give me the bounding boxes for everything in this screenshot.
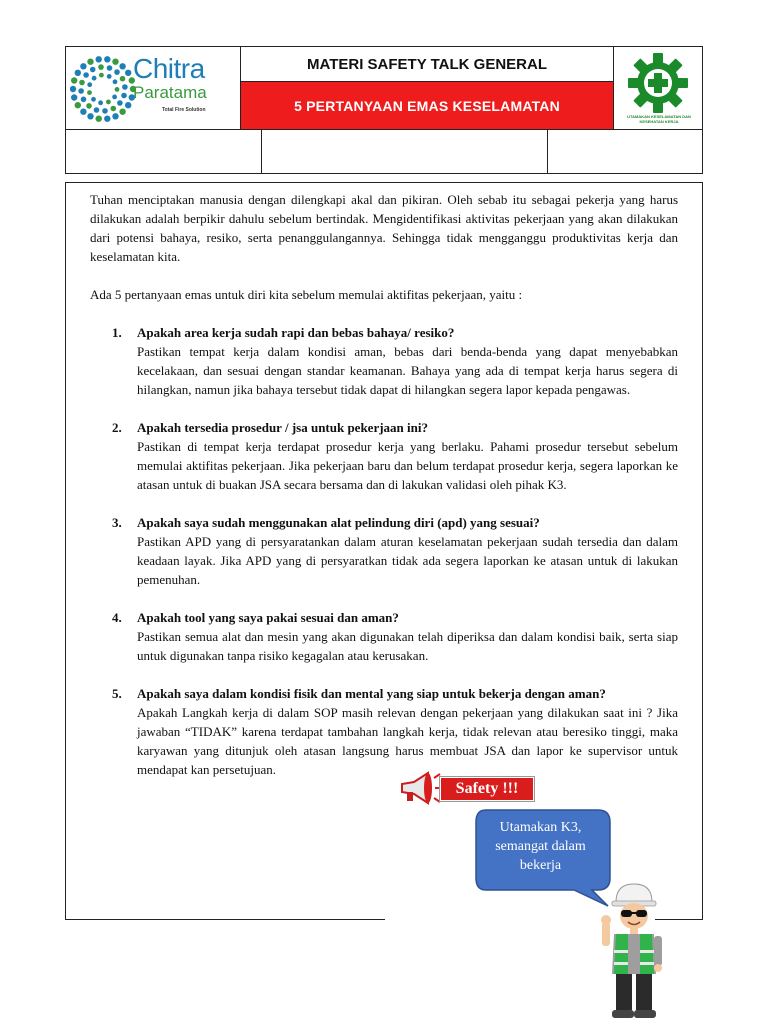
logo-dot <box>114 69 120 75</box>
logo-dot <box>102 108 108 114</box>
item-question: Apakah saya sudah menggunakan alat pelindung diri (apd) yang sesuai? <box>137 515 540 530</box>
logo-dot <box>107 74 112 79</box>
item-number: 5. <box>112 686 122 701</box>
item-answer: Pastikan di tempat kerja terdapat prosedur kerja yang berlaku. Pahami prosedur tersebut sebelum memulai aktifitas pekerjaan. Jika pekerjaan baru dan belum terdapat prosedur kerja, segera laporkan ke atasan untuk di buakan JSA secara bersama dan di lakukan validasi oleh pihak K3. <box>137 439 678 492</box>
logo-dot <box>122 84 128 90</box>
logo-dot <box>87 82 92 87</box>
logo-cell <box>66 47 241 129</box>
logo-dot <box>111 106 117 112</box>
logo-dot <box>98 64 104 70</box>
header-empty-cell-3 <box>548 129 702 173</box>
logo-dot <box>80 109 86 115</box>
item-number: 1. <box>112 325 122 340</box>
logo-dot <box>112 95 117 100</box>
list-item <box>90 418 678 494</box>
bubble-line-3: bekerja <box>519 858 562 873</box>
logo-dot <box>87 90 92 95</box>
list-item <box>90 684 678 779</box>
logo-name-line1: Chitra <box>133 53 205 84</box>
logo-dot <box>115 87 120 92</box>
item-answer: Pastikan APD yang di persyaratankan dalam aturan keselamatan pekerjaan sudah tersedia dan dalam keadaan layak. Jika APD yang di persyaratkan tidak ada segera laporkan ke atasan untuk di lakukan pemenuhan. <box>137 534 678 587</box>
logo-dot <box>120 76 126 82</box>
header-empty-cell-1 <box>66 129 262 173</box>
logo-dot <box>113 79 118 84</box>
k3-caption: UTAMAKAN KESELAMATAN DAN KESEHATAN KERJA <box>627 114 691 124</box>
logo-dot <box>83 72 89 78</box>
logo-dot <box>99 73 104 78</box>
logo-dot <box>70 86 76 92</box>
k3-logo-cell <box>613 47 702 129</box>
document-title: MATERI SAFETY TALK GENERAL <box>241 47 613 82</box>
logo-dot <box>79 80 85 86</box>
logo-dot <box>104 116 110 122</box>
logo-dot <box>87 113 93 119</box>
logo-dot <box>80 63 86 69</box>
logo-dot <box>106 100 111 105</box>
worker-illustration-icon <box>598 878 668 1022</box>
document-subtitle: 5 PERTANYAAN EMAS KESELAMATAN <box>241 82 613 129</box>
megaphone-icon <box>398 770 442 806</box>
bubble-text <box>478 818 603 875</box>
logo-dot <box>91 97 96 102</box>
content-text <box>90 190 678 798</box>
logo-dot <box>94 107 100 113</box>
safety-badge: Safety !!! <box>440 777 534 801</box>
logo-dot <box>125 70 131 76</box>
logo-dot <box>107 65 113 71</box>
item-number: 2. <box>112 420 122 435</box>
list-item <box>90 323 678 399</box>
logo-dot <box>96 56 102 62</box>
logo-tagline: Total Fire Solution <box>162 107 206 113</box>
logo-name-line2: Paratama <box>133 83 207 102</box>
logo-dot <box>117 100 123 106</box>
item-number: 3. <box>112 515 122 530</box>
document-header <box>65 46 703 174</box>
logo-dot <box>119 63 125 69</box>
chitra-logo-icon <box>70 53 136 125</box>
logo-dot <box>90 67 96 73</box>
logo-dot <box>92 76 97 81</box>
golden-questions-list <box>90 323 678 779</box>
logo-dot <box>121 93 127 99</box>
item-question: Apakah area kerja sudah rapi dan bebas bahaya/ resiko? <box>137 325 455 340</box>
item-answer: Apakah Langkah kerja di dalam SOP masih relevan dengan pekerjaan yang dilakukan saat ini ? Jika jawaban “TIDAK” karena terdapat tambahan langkah kerja, tidak relevan atau beresiko tinggi, maka karyawan yang ditunjuk oleh atasan langsung harus membuat JSA dan lapor ke supervisor untuk mendapat kan persetujuan. <box>137 705 678 777</box>
intro-paragraph: Tuhan menciptakan manusia dengan dilengkapi akal dan pikiran. Oleh sebab itu sebagai pekerja yang harus dilakukan adalah berpikir dahulu sebelum bertindak. Mengidentifikasi aktivitas pekerjaan yang akan dilakukan dari potensi bahaya, resiko, serta penanggulangannya. Sehingga tidak mengganggu produktivitas kerja dan keselamatan kita. <box>90 192 678 264</box>
logo-dot <box>75 70 81 76</box>
item-answer: Pastikan tempat kerja dalam kondisi aman, bebas dari benda-benda yang dapat menyebabkan kecelakaan, dan sesuai dengan standar keamanan. Bahaya yang ada di tempat kerja harus segera di hilangkan, namun jika bahaya tersebut tidak dapat di hilangkan segera lapor kepada pengawas. <box>137 344 678 397</box>
logo-dot <box>112 59 118 65</box>
list-item <box>90 608 678 665</box>
logo-dot <box>78 88 84 94</box>
logo-dot <box>71 94 77 100</box>
header-empty-cell-2 <box>262 129 548 173</box>
logo-dot <box>119 109 125 115</box>
logo-dot <box>86 103 92 109</box>
logo-dot <box>87 59 93 65</box>
bubble-line-2: semangat dalam <box>495 839 586 854</box>
lead-paragraph: Ada 5 pertanyaan emas untuk diri kita sebelum memulai aktifitas pekerjaan, yaitu : <box>90 287 523 302</box>
item-answer: Pastikan semua alat dan mesin yang akan digunakan telah diperiksa dan dalam kondisi baik, serta siap untuk digunakan tanpa risiko kegagalan atau kerusakan. <box>137 629 678 663</box>
logo-dot <box>71 77 77 83</box>
logo-dot <box>125 102 131 108</box>
list-item <box>90 513 678 589</box>
item-question: Apakah saya dalam kondisi fisik dan mental yang siap untuk bekerja dengan aman? <box>137 686 606 701</box>
logo-dot <box>81 97 87 103</box>
logo-dot <box>75 102 81 108</box>
item-number: 4. <box>112 610 122 625</box>
logo-dot <box>112 113 118 119</box>
k3-gear-icon <box>627 52 689 114</box>
item-question: Apakah tersedia prosedur / jsa untuk pekerjaan ini? <box>137 420 428 435</box>
logo-dot <box>96 116 102 122</box>
bubble-line-1: Utamakan K3, <box>499 820 582 835</box>
content-border-bottom <box>65 919 385 920</box>
item-question: Apakah tool yang saya pakai sesuai dan aman? <box>137 610 399 625</box>
logo-dot <box>98 100 103 105</box>
logo-dot <box>104 56 110 62</box>
